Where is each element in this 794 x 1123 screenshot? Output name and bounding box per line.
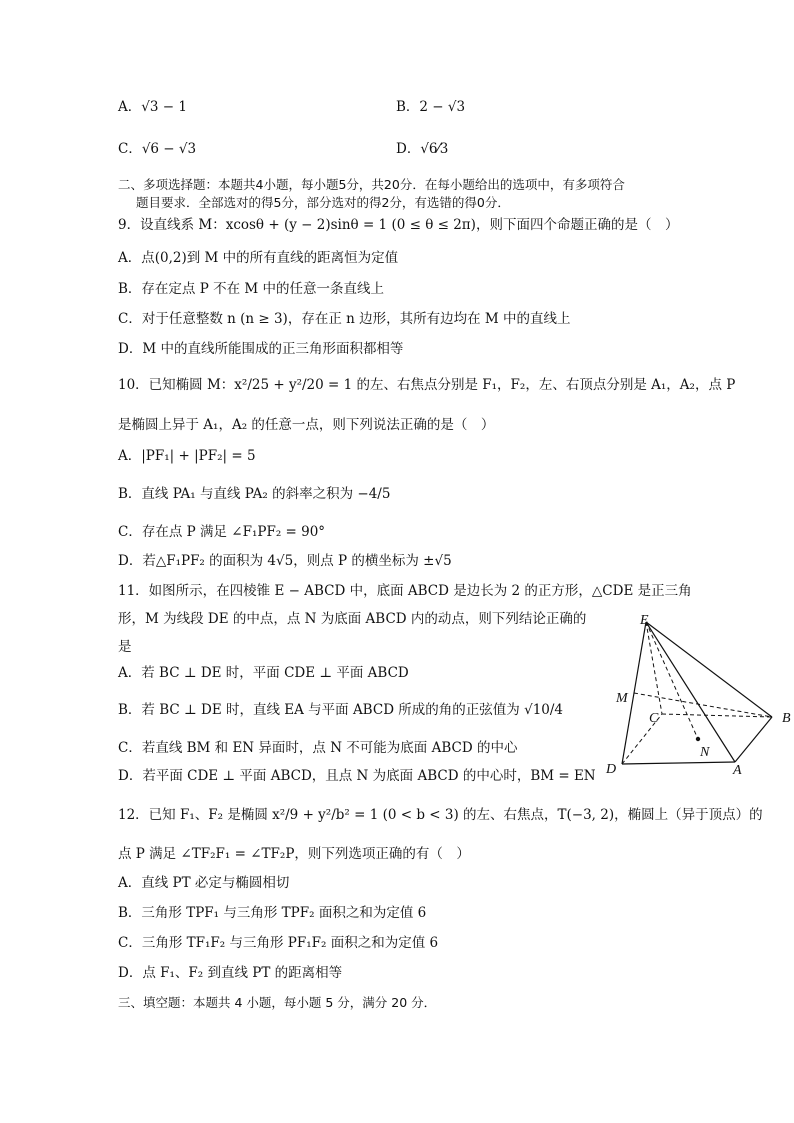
- q9-option-b: B．存在定点 P 不在 M 中的任意一条直线上: [118, 281, 384, 297]
- label-b: B: [782, 711, 791, 726]
- q12-stem-line1: 12．已知 F₁、F₂ 是椭圆 x²/9 + y²/b² = 1 (0 < b < 3) 的左、右焦点，T(−3, 2)，椭圆上（异于顶点）的: [118, 807, 763, 823]
- q8-option-b: B．2 − √3: [396, 99, 466, 115]
- q8-option-c: C．√6 − √3: [118, 141, 197, 157]
- q9-stem: 9．设直线系 M：xcosθ + (y − 2)sinθ = 1 (0 ≤ θ ≤ 2π)，则下面四个命题正确的是（ ）: [118, 217, 679, 233]
- q8-option-a: A．√3 − 1: [118, 99, 187, 115]
- edge-da: [622, 762, 735, 764]
- section2-heading-line2: 题目要求．全部选对的得5分，部分选对的得2分，有选错的得0分．: [136, 195, 510, 210]
- edge-ea: [646, 622, 735, 762]
- point-n: [696, 737, 700, 741]
- q10-stem-line1: 10．已知椭圆 M：x²/25 + y²/20 = 1 的左、右焦点分别是 F₁，F₂，左、右顶点分别是 A₁，A₂，点 P: [118, 377, 736, 393]
- q10-stem-line2: 是椭圆上异于 A₁，A₂ 的任意一点，则下列说法正确的是（ ）: [118, 417, 495, 433]
- q11-stem-line1: 11．如图所示，在四棱锥 E − ABCD 中，底面 ABCD 是边长为 2 的正方形，△CDE 是正三角: [118, 583, 692, 599]
- label-n: N: [700, 745, 710, 760]
- label-m: M: [616, 691, 628, 706]
- q11-option-d: D．若平面 CDE ⊥ 平面 ABCD，且点 N 为底面 ABCD 的中心时，BM = EN: [118, 768, 596, 784]
- edge-ab: [735, 717, 772, 762]
- q10-option-c: C．存在点 P 满足 ∠F₁PF₂ = 90°: [118, 524, 326, 540]
- q11-option-c: C．若直线 BM 和 EN 异面时，点 N 不可能为底面 ABCD 的中心: [118, 740, 518, 756]
- q11-option-b: B．若 BC ⊥ DE 时，直线 EA 与平面 ABCD 所成的角的正弦值为 √10/4: [118, 702, 564, 718]
- q10-option-d: D．若△F₁PF₂ 的面积为 4√5，则点 P 的横坐标为 ±√5: [118, 553, 452, 569]
- q11-option-a: A．若 BC ⊥ DE 时，平面 CDE ⊥ 平面 ABCD: [118, 665, 409, 681]
- q9-option-a: A．点(0,2)到 M 中的所有直线的距离恒为定值: [118, 250, 399, 266]
- q11-stem-line3: 是: [118, 639, 132, 655]
- q12-stem-line2: 点 P 满足 ∠TF₂F₁ = ∠TF₂P，则下列选项正确的有（ ）: [118, 846, 470, 862]
- label-c: C: [649, 711, 659, 726]
- q9-option-d: D．M 中的直线所能围成的正三角形面积都相等: [118, 341, 404, 357]
- section3-heading: 三、填空题：本题共 4 小题，每小题 5 分，满分 20 分．: [118, 995, 437, 1010]
- q12-option-d: D．点 F₁、F₂ 到直线 PT 的距离相等: [118, 965, 343, 981]
- q10-option-b: B．直线 PA₁ 与直线 PA₂ 的斜率之积为 −4/5: [118, 486, 391, 502]
- section2-heading-line1: 二、多项选择题：本题共4小题，每小题5分，共20分．在每小题给出的选项中，有多项符合: [118, 177, 625, 192]
- q8-option-d: D．√6⁄3: [396, 141, 449, 157]
- pyramid-figure: [600, 612, 794, 784]
- label-a: A: [733, 763, 742, 778]
- q9-option-c: C．对于任意整数 n (n ≥ 3)，存在正 n 边形，其所有边均在 M 中的直线上: [118, 311, 571, 327]
- label-e: E: [640, 613, 649, 628]
- q12-option-c: C．三角形 TF₁F₂ 与三角形 PF₁F₂ 面积之和为定值 6: [118, 935, 439, 951]
- q12-option-b: B．三角形 TPF₁ 与三角形 TPF₂ 面积之和为定值 6: [118, 905, 427, 921]
- edge-eb: [646, 622, 772, 717]
- q12-option-a: A．直线 PT 必定与椭圆相切: [118, 875, 290, 891]
- edge-cb-hidden: [662, 714, 772, 717]
- edge-ec-hidden: [646, 622, 662, 714]
- label-d: D: [606, 762, 617, 777]
- q11-stem-line2: 形，M 为线段 DE 的中点，点 N 为底面 ABCD 内的动点，则下列结论正确的: [118, 611, 587, 627]
- q10-option-a: A．|PF₁| + |PF₂| = 5: [118, 448, 256, 464]
